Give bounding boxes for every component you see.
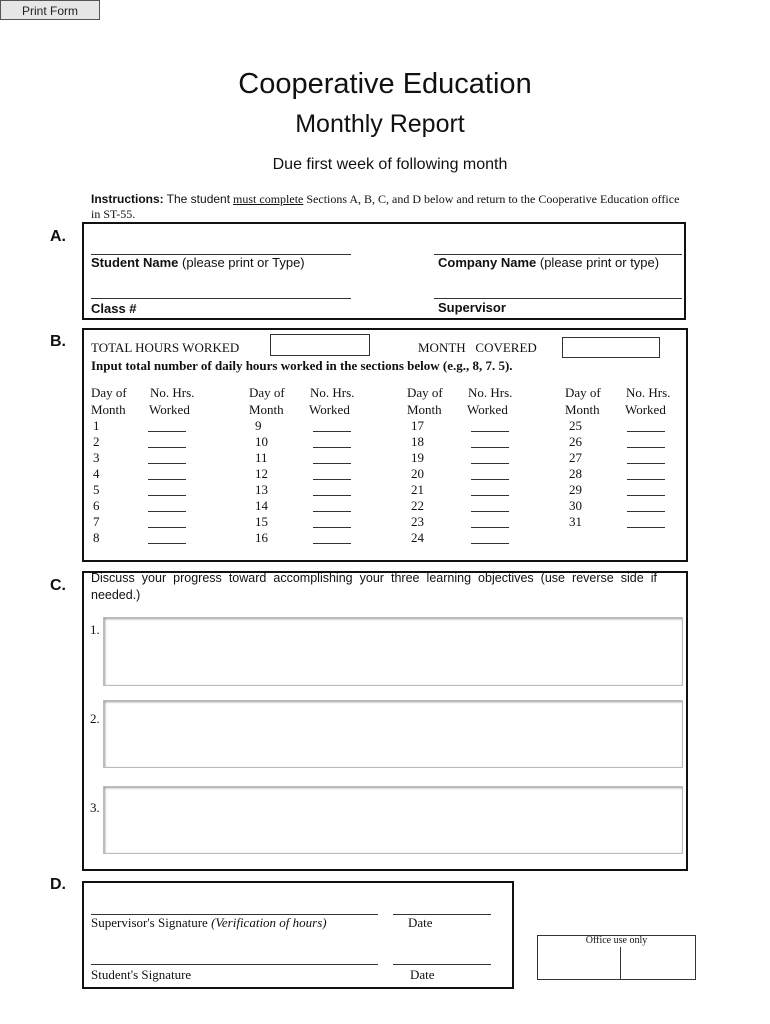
hours-entry-field[interactable] (148, 431, 186, 432)
student-signature-label: Student's Signature (91, 967, 192, 982)
day-number: 11 (255, 450, 268, 465)
hours-entry-field[interactable] (471, 511, 509, 512)
supervisor-date-label: Date (408, 915, 433, 930)
day-of-month-header: Month (91, 402, 126, 417)
section-d-letter: D. (50, 876, 66, 893)
hours-worked-header: No. Hrs. (626, 385, 671, 400)
hours-entry-field[interactable] (627, 495, 665, 496)
hours-entry-field[interactable] (148, 527, 186, 528)
hours-entry-field[interactable] (313, 495, 351, 496)
objectives-prompt: Discuss your progress toward accomplishing your three learning objectives (use reverse side if needed.) (91, 571, 657, 602)
day-of-month-header: Month (407, 402, 442, 417)
hours-entry-field[interactable] (627, 463, 665, 464)
hours-entry-field[interactable] (148, 495, 186, 496)
day-number: 13 (255, 482, 268, 497)
day-number: 29 (569, 482, 582, 497)
hours-worked-header: Worked (149, 402, 190, 417)
hours-entry-field[interactable] (313, 527, 351, 528)
supervisor-label: Supervisor (438, 300, 506, 315)
day-number: 14 (255, 498, 268, 513)
hours-worked-header: No. Hrs. (150, 385, 195, 400)
section-a-box (82, 222, 686, 320)
day-number: 4 (93, 466, 100, 481)
hours-entry-field[interactable] (627, 527, 665, 528)
class-line (91, 298, 351, 299)
hours-entry-field[interactable] (471, 447, 509, 448)
day-number: 2 (93, 434, 100, 449)
day-number: 17 (411, 418, 424, 433)
day-number: 22 (411, 498, 424, 513)
due-note: Due first week of following month (272, 156, 508, 173)
hours-worked-header: Worked (625, 402, 666, 417)
hours-entry-field[interactable] (313, 431, 351, 432)
hours-entry-field[interactable] (148, 463, 186, 464)
hours-entry-field[interactable] (627, 447, 665, 448)
month-covered-input[interactable] (562, 337, 660, 358)
day-number: 21 (411, 482, 424, 497)
day-number: 15 (255, 514, 268, 529)
day-of-month-header: Day of (91, 385, 127, 400)
form-subtitle: Monthly Report (295, 110, 465, 138)
office-use-label: Office use only (585, 935, 648, 946)
hours-entry-field[interactable] (471, 431, 509, 432)
day-number: 25 (569, 418, 582, 433)
day-number: 3 (93, 450, 100, 465)
day-number: 28 (569, 466, 582, 481)
supervisor-line (434, 298, 682, 299)
total-hours-label: TOTAL HOURS WORKED (91, 340, 240, 355)
instructions (91, 192, 681, 222)
student-date-line (393, 964, 491, 965)
student-name-label: Student Name (please print or Type) (91, 255, 305, 270)
month-covered-label: MONTH COVERED (418, 340, 537, 355)
day-number: 30 (569, 498, 582, 513)
hours-worked-header: Worked (467, 402, 508, 417)
objective-1-number: 1. (90, 622, 100, 637)
hours-entry-field[interactable] (148, 511, 186, 512)
hours-entry-field[interactable] (313, 479, 351, 480)
hours-entry-field[interactable] (313, 543, 351, 544)
day-number: 16 (255, 530, 268, 545)
hours-entry-field[interactable] (471, 527, 509, 528)
day-number: 31 (569, 514, 582, 529)
print-form-button[interactable]: Print Form (0, 0, 100, 20)
objective-3-textarea[interactable] (103, 786, 683, 854)
input-instruction: Input total number of daily hours worked in the sections below (e.g., 8, 7. 5). (91, 358, 513, 373)
hours-worked-header: No. Hrs. (468, 385, 513, 400)
day-number: 1 (93, 418, 100, 433)
objective-1-textarea[interactable] (103, 617, 683, 686)
instructions-text2: Sections A, B, C, and D below and return to the Cooperative Education office in ST-55. (91, 192, 680, 221)
day-number: 5 (93, 482, 100, 497)
day-of-month-header: Month (565, 402, 600, 417)
hours-entry-field[interactable] (313, 447, 351, 448)
instructions-emphasis: must complete (233, 192, 304, 206)
hours-entry-field[interactable] (471, 463, 509, 464)
day-number: 8 (93, 530, 100, 545)
hours-entry-field[interactable] (148, 479, 186, 480)
day-number: 19 (411, 450, 424, 465)
hours-worked-header: No. Hrs. (310, 385, 355, 400)
day-number: 12 (255, 466, 268, 481)
day-of-month-header: Month (249, 402, 284, 417)
company-name-label: Company Name (please print or type) (438, 255, 660, 270)
day-number: 27 (569, 450, 582, 465)
day-number: 23 (411, 514, 424, 529)
supervisor-signature-label: Supervisor's Signature (Verification of hours) (91, 915, 327, 930)
hours-entry-field[interactable] (627, 479, 665, 480)
hours-worked-header: Worked (309, 402, 350, 417)
day-number: 9 (255, 418, 262, 433)
day-number: 6 (93, 498, 100, 513)
objective-2-textarea[interactable] (103, 700, 683, 768)
hours-entry-field[interactable] (313, 463, 351, 464)
form-title: Cooperative Education (238, 68, 532, 100)
section-b-letter: B. (50, 333, 66, 350)
class-label: Class # (91, 301, 137, 316)
hours-entry-field[interactable] (471, 495, 509, 496)
day-number: 26 (569, 434, 582, 449)
day-number: 7 (93, 514, 100, 529)
office-use-divider (620, 947, 621, 980)
student-date-label: Date (410, 967, 435, 982)
hours-entry-field[interactable] (471, 479, 509, 480)
instructions-text1: The student (166, 192, 231, 206)
hours-entry-field[interactable] (471, 543, 509, 544)
objective-2-number: 2. (90, 711, 100, 726)
section-c-letter: C. (50, 577, 66, 594)
day-of-month-header: Day of (249, 385, 285, 400)
objective-3-number: 3. (90, 800, 100, 815)
hours-entry-field[interactable] (627, 431, 665, 432)
day-of-month-header: Day of (407, 385, 443, 400)
day-number: 18 (411, 434, 424, 449)
day-number: 10 (255, 434, 268, 449)
hours-entry-field[interactable] (313, 511, 351, 512)
hours-entry-field[interactable] (148, 447, 186, 448)
hours-entry-field[interactable] (148, 543, 186, 544)
day-number: 24 (411, 530, 424, 545)
instructions-label: Instructions: (91, 192, 164, 206)
day-number: 20 (411, 466, 424, 481)
section-a-letter: A. (50, 228, 66, 245)
total-hours-input[interactable] (270, 334, 370, 356)
student-signature-line (91, 964, 378, 965)
day-of-month-header: Day of (565, 385, 601, 400)
hours-entry-field[interactable] (627, 511, 665, 512)
